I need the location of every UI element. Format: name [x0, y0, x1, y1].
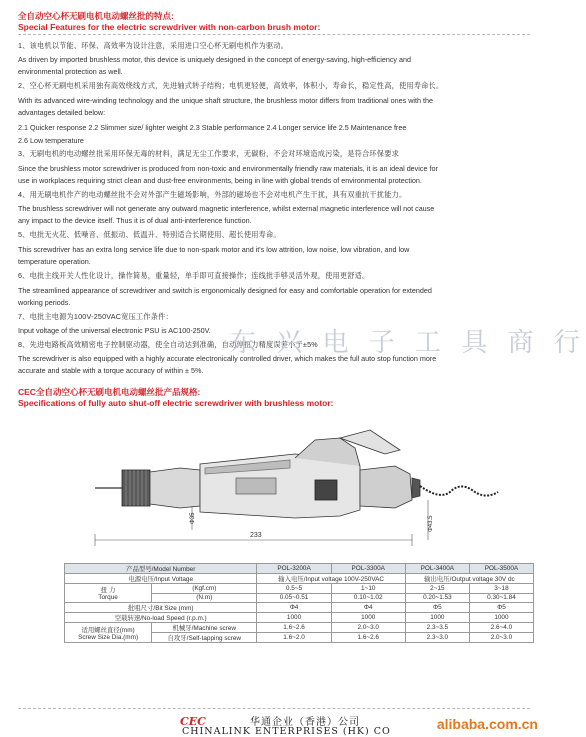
speed-label: 空载转速/No-load Speed (r.p.m.): [65, 613, 257, 623]
dim-length-label: 233: [250, 532, 262, 539]
footer-divider: [18, 708, 530, 709]
para-line-11: use in workplaces requiring strict clean and dust-free environments, being in line with global trends of environmental protection.: [18, 176, 422, 185]
table-row-machine-screw: [65, 623, 534, 633]
input-voltage-value: 输入电压/Input voltage 100V-250VAC: [257, 574, 405, 584]
para-line-23: 8、先进电路板高效精密电子控制驱动器，使全自动达到准确，自动停扭力精度误差小于±5%: [18, 340, 318, 349]
screwdriver-drawing: [40, 420, 520, 560]
speed-cell: 1000: [257, 613, 331, 623]
speed-cell: 1000: [469, 613, 533, 623]
screw-label: [65, 623, 152, 643]
machine-screw-cell: 2.3~3.5: [405, 623, 469, 633]
output-voltage-value: 输出电压/Output voltage 30V dc: [405, 574, 533, 584]
tapping-screw-cell: 2.0~3.0: [469, 633, 533, 643]
machine-screw-cell: 2.0~3.0: [331, 623, 405, 633]
screw-label-cn: 适用螺丝直径(mm): [81, 626, 135, 634]
model-cell: POL-3300A: [331, 564, 405, 574]
features-heading-cn: 全自动空心杯无刷电机电动螺丝批的特点:: [18, 11, 174, 21]
para-line-3: environmental protection as well.: [18, 67, 123, 76]
para-line-8: 2.6 Low temperature: [18, 136, 84, 145]
para-line-15: 5、电批无火花、低噪音、低振动、低温升、特别适合长期使用、超长使用寿命。: [18, 230, 281, 239]
speed-cell: 1000: [405, 613, 469, 623]
watermark: 东 兴 电 子 工 具 商 行: [230, 328, 586, 358]
para-line-1: 1、该电机以节能、环保、高效率为设计注意，采用进口空心杯无刷电机作为驱动。: [18, 41, 289, 50]
tapping-screw-cell: 1.6~2.0: [257, 633, 331, 643]
torque-label-en: Torque: [98, 594, 118, 601]
unit-nm: (N.m): [152, 593, 257, 603]
para-line-4: 2、空心杯无刷电机采用独有高效绕线方式，先进轴式转子结构；电机更轻便，高效率，体积小，寿命长，稳定性高，使用寿命长。: [18, 81, 444, 90]
para-line-20: working periods.: [18, 298, 71, 307]
model-cell: POL-3400A: [405, 564, 469, 574]
table-row-voltage: [65, 574, 534, 584]
table-row-bit: [65, 603, 534, 613]
table-row-speed: [65, 613, 534, 623]
torque-label: [65, 584, 152, 603]
dim-diameter-body-label: Φ35: [190, 512, 196, 524]
tapping-screw-cell: 1.6~2.6: [331, 633, 405, 643]
company-name-en: CHINALINK ENTERPRISES (HK) CO: [182, 726, 391, 737]
bit-cell: Φ5: [405, 603, 469, 613]
torque-kgf-cell: 2~15: [405, 584, 469, 594]
model-label: 产品型号/Model Number: [65, 564, 257, 574]
model-cell: POL-3200A: [257, 564, 331, 574]
bit-cell: Φ4: [257, 603, 331, 613]
voltage-label: 电源电压/Input Voltage: [65, 574, 257, 584]
para-line-2: As driven by imported brushless motor, this device is uniquely designed in the concept of energy-saving, high-efficiency and: [18, 55, 412, 64]
dim-diameter-grip-label: Φ43.5: [428, 515, 434, 532]
para-line-12: 4、用无刷电机作产的电动螺丝批不会对外部产生磁场影响，外部的磁场也不会对电机产生干扰，具有双重抗干扰能力。: [18, 190, 407, 199]
torque-kgf-cell: 0.5~5: [257, 584, 331, 594]
torque-nm-cell: 0.05~0.51: [257, 593, 331, 603]
bit-cell: Φ4: [331, 603, 405, 613]
torque-kgf-cell: 1~10: [331, 584, 405, 594]
screw-label-en: Screw Size Dia.(mm): [78, 633, 139, 641]
alibaba-watermark: alibaba.com.cn: [436, 716, 538, 732]
bit-label: 批咀尺寸/Bit Size (mm): [65, 603, 257, 613]
spec-table: [64, 563, 534, 643]
torque-label-cn: 扭 力: [100, 587, 116, 594]
para-line-24: The screwdriver is also equipped with a highly accurate electronically controlled driver, which makes the full auto stop function more: [18, 354, 437, 363]
model-cell: POL-3500A: [469, 564, 533, 574]
speed-cell: 1000: [331, 613, 405, 623]
bit-cell: Φ5: [469, 603, 533, 613]
unit-kgf: (Kgf.cm): [152, 584, 257, 594]
spec-heading-en: Specifications of fully auto shut-off electric screwdriver with brushless motor:: [18, 398, 334, 408]
screwdriver-outline: [95, 430, 498, 518]
para-line-7: 2.1 Quicker response 2.2 Slimmer size/ lighter weight 2.3 Stable performance 2.4 Longer service life 2.5 Maintenance free: [18, 123, 407, 132]
company-name-cn: 华通企业（香港）公司: [250, 717, 360, 728]
para-line-25: accurate and stable with a torque accuracy of within ± 5%.: [18, 366, 204, 375]
heading-divider: [18, 34, 530, 35]
para-line-18: 6、电批主线开关人性化设计，操作简易，重量轻，单手即可直接操作；连线批手够灵活外观，使用更舒适。: [18, 271, 370, 280]
para-line-17: temperature operation.: [18, 257, 91, 266]
torque-nm-cell: 0.30~1.84: [469, 593, 533, 603]
machine-screw-label: 机械牙/Machine screw: [152, 623, 257, 633]
para-line-14: any impact to the device itself. Thus it is of dual anti-interference function.: [18, 216, 252, 225]
spec-heading-cn: CEC全自动空心杯无刷电机电动螺丝批产品规格:: [18, 387, 201, 397]
para-line-5: With its advanced wire-winding technology and the unique shaft structure, the brushless motor differs from traditional ones with the: [18, 96, 433, 105]
cec-logo: CEC: [180, 715, 206, 728]
para-line-13: The brushless screwdriver will not generate any outward magnetic interference, whilst external magnetic interference will not cause: [18, 204, 435, 213]
para-line-6: advantages detailed below:: [18, 108, 106, 117]
para-line-16: This screwdriver has an extra long service life due to non-spark motor and it's low attrition, low noise, low vibration, and low: [18, 245, 410, 254]
para-line-22: Input voltage of the universal electronic PSU is AC100-250V.: [18, 326, 211, 335]
para-line-21: 7、电批主电源为100V-250VAC宽压工作条件：: [18, 312, 173, 321]
torque-kgf-cell: 3~18: [469, 584, 533, 594]
para-line-19: The streamlined appearance of screwdriver and switch is ergonomically designed for easy and comfortable operation for extended: [18, 286, 432, 295]
tapping-screw-cell: 2.3~3.0: [405, 633, 469, 643]
table-row-torque-kgf: [65, 584, 534, 594]
features-heading-en: Special Features for the electric screwdriver with non-carbon brush motor:: [18, 22, 321, 32]
para-line-9: 3、无刷电机的电动螺丝批采用环保无毒的材料，满足无尘工作要求，无碳粉，不会对环境造成污染，是符合环保要求: [18, 149, 399, 158]
machine-screw-cell: 2.6~4.0: [469, 623, 533, 633]
torque-nm-cell: 0.20~1.53: [405, 593, 469, 603]
machine-screw-cell: 1.6~2.6: [257, 623, 331, 633]
torque-nm-cell: 0.10~1.02: [331, 593, 405, 603]
para-line-10: Since the brushless motor screwdriver is produced from non-toxic and environmentally friendly raw materials, it is an ideal device for: [18, 164, 438, 173]
table-row-model: [65, 564, 534, 574]
tapping-screw-label: 自攻牙/Self-tapping screw: [152, 633, 257, 643]
